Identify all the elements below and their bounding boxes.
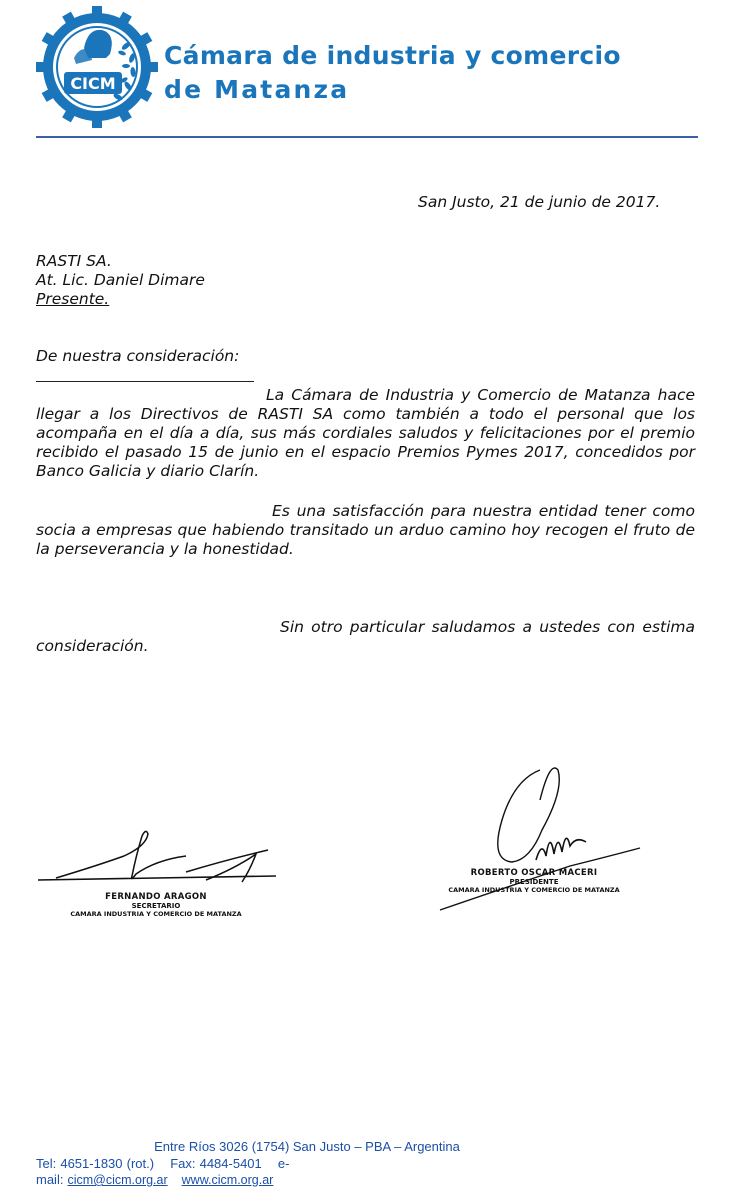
signature-right-stamp bbox=[434, 868, 634, 894]
recipient-name: RASTI SA. bbox=[36, 252, 112, 270]
footer-email-label: e-mail: bbox=[36, 1156, 290, 1187]
footer-website-link[interactable]: www.cicm.org.ar bbox=[181, 1173, 274, 1187]
logo-text: CICM bbox=[70, 74, 116, 93]
signature-left-handwriting bbox=[36, 826, 286, 896]
signer-left-org: CAMARA INDUSTRIA Y COMERCIO DE MATANZA bbox=[70, 910, 242, 918]
signature-right-handwriting bbox=[430, 760, 660, 920]
paragraph-2: Es una satisfacción para nuestra entidad tener como socia a empresas que habiendo transitado un arduo camino hoy recogen el fruto de la perseverancia y la honestidad. bbox=[36, 502, 695, 558]
signer-right-name: ROBERTO OSCAR MACERI bbox=[470, 868, 598, 878]
footer-fax: Fax: 4484-5401 bbox=[170, 1156, 262, 1171]
paragraph-1: La Cámara de Industria y Comercio de Matanza hace llegar a los Directivos de RASTI SA como también a todo el personal que los acompaña en el día a día, sus más cordiales saludos y felicitaciones por el premio recibido el pasado 15 de junio en el espacio Premios Pymes 2017, concedidos por Banco Galicia y diario Clarín. bbox=[36, 386, 695, 480]
recipient-attention: At. Lic. Daniel Dimare bbox=[36, 271, 205, 289]
footer-contact bbox=[36, 1156, 536, 1188]
cicm-logo bbox=[36, 6, 158, 128]
greeting: De nuestra consideración: bbox=[36, 347, 240, 365]
footer-address: Entre Ríos 3026 (1754) San Justo – PBA – Argentina bbox=[154, 1139, 460, 1154]
footer-tel: Tel: 4651-1830 (rot.) bbox=[36, 1156, 155, 1171]
recipient-presente: Presente. bbox=[36, 290, 110, 308]
signer-left-name: FERNANDO ARAGON bbox=[105, 892, 207, 902]
organization-title bbox=[164, 39, 621, 107]
signer-right-org: CAMARA INDUSTRIA Y COMERCIO DE MATANZA bbox=[448, 886, 620, 894]
signature-left-stamp bbox=[36, 892, 276, 918]
org-title-line2: de Matanza bbox=[164, 75, 350, 104]
footer-email-link[interactable]: cicm@cicm.org.ar bbox=[67, 1173, 168, 1187]
signer-right-role: PRESIDENTE bbox=[509, 878, 559, 886]
header-divider bbox=[36, 136, 698, 138]
recipient-block bbox=[36, 252, 205, 309]
letter-date: San Justo, 21 de junio de 2017. bbox=[418, 193, 661, 211]
greeting-underline bbox=[36, 381, 254, 382]
signer-left-role: SECRETARIO bbox=[131, 902, 181, 910]
org-title-line1: Cámara de industria y comercio bbox=[164, 41, 621, 70]
paragraph-3: Sin otro particular saludamos a ustedes con estima consideración. bbox=[36, 618, 695, 655]
